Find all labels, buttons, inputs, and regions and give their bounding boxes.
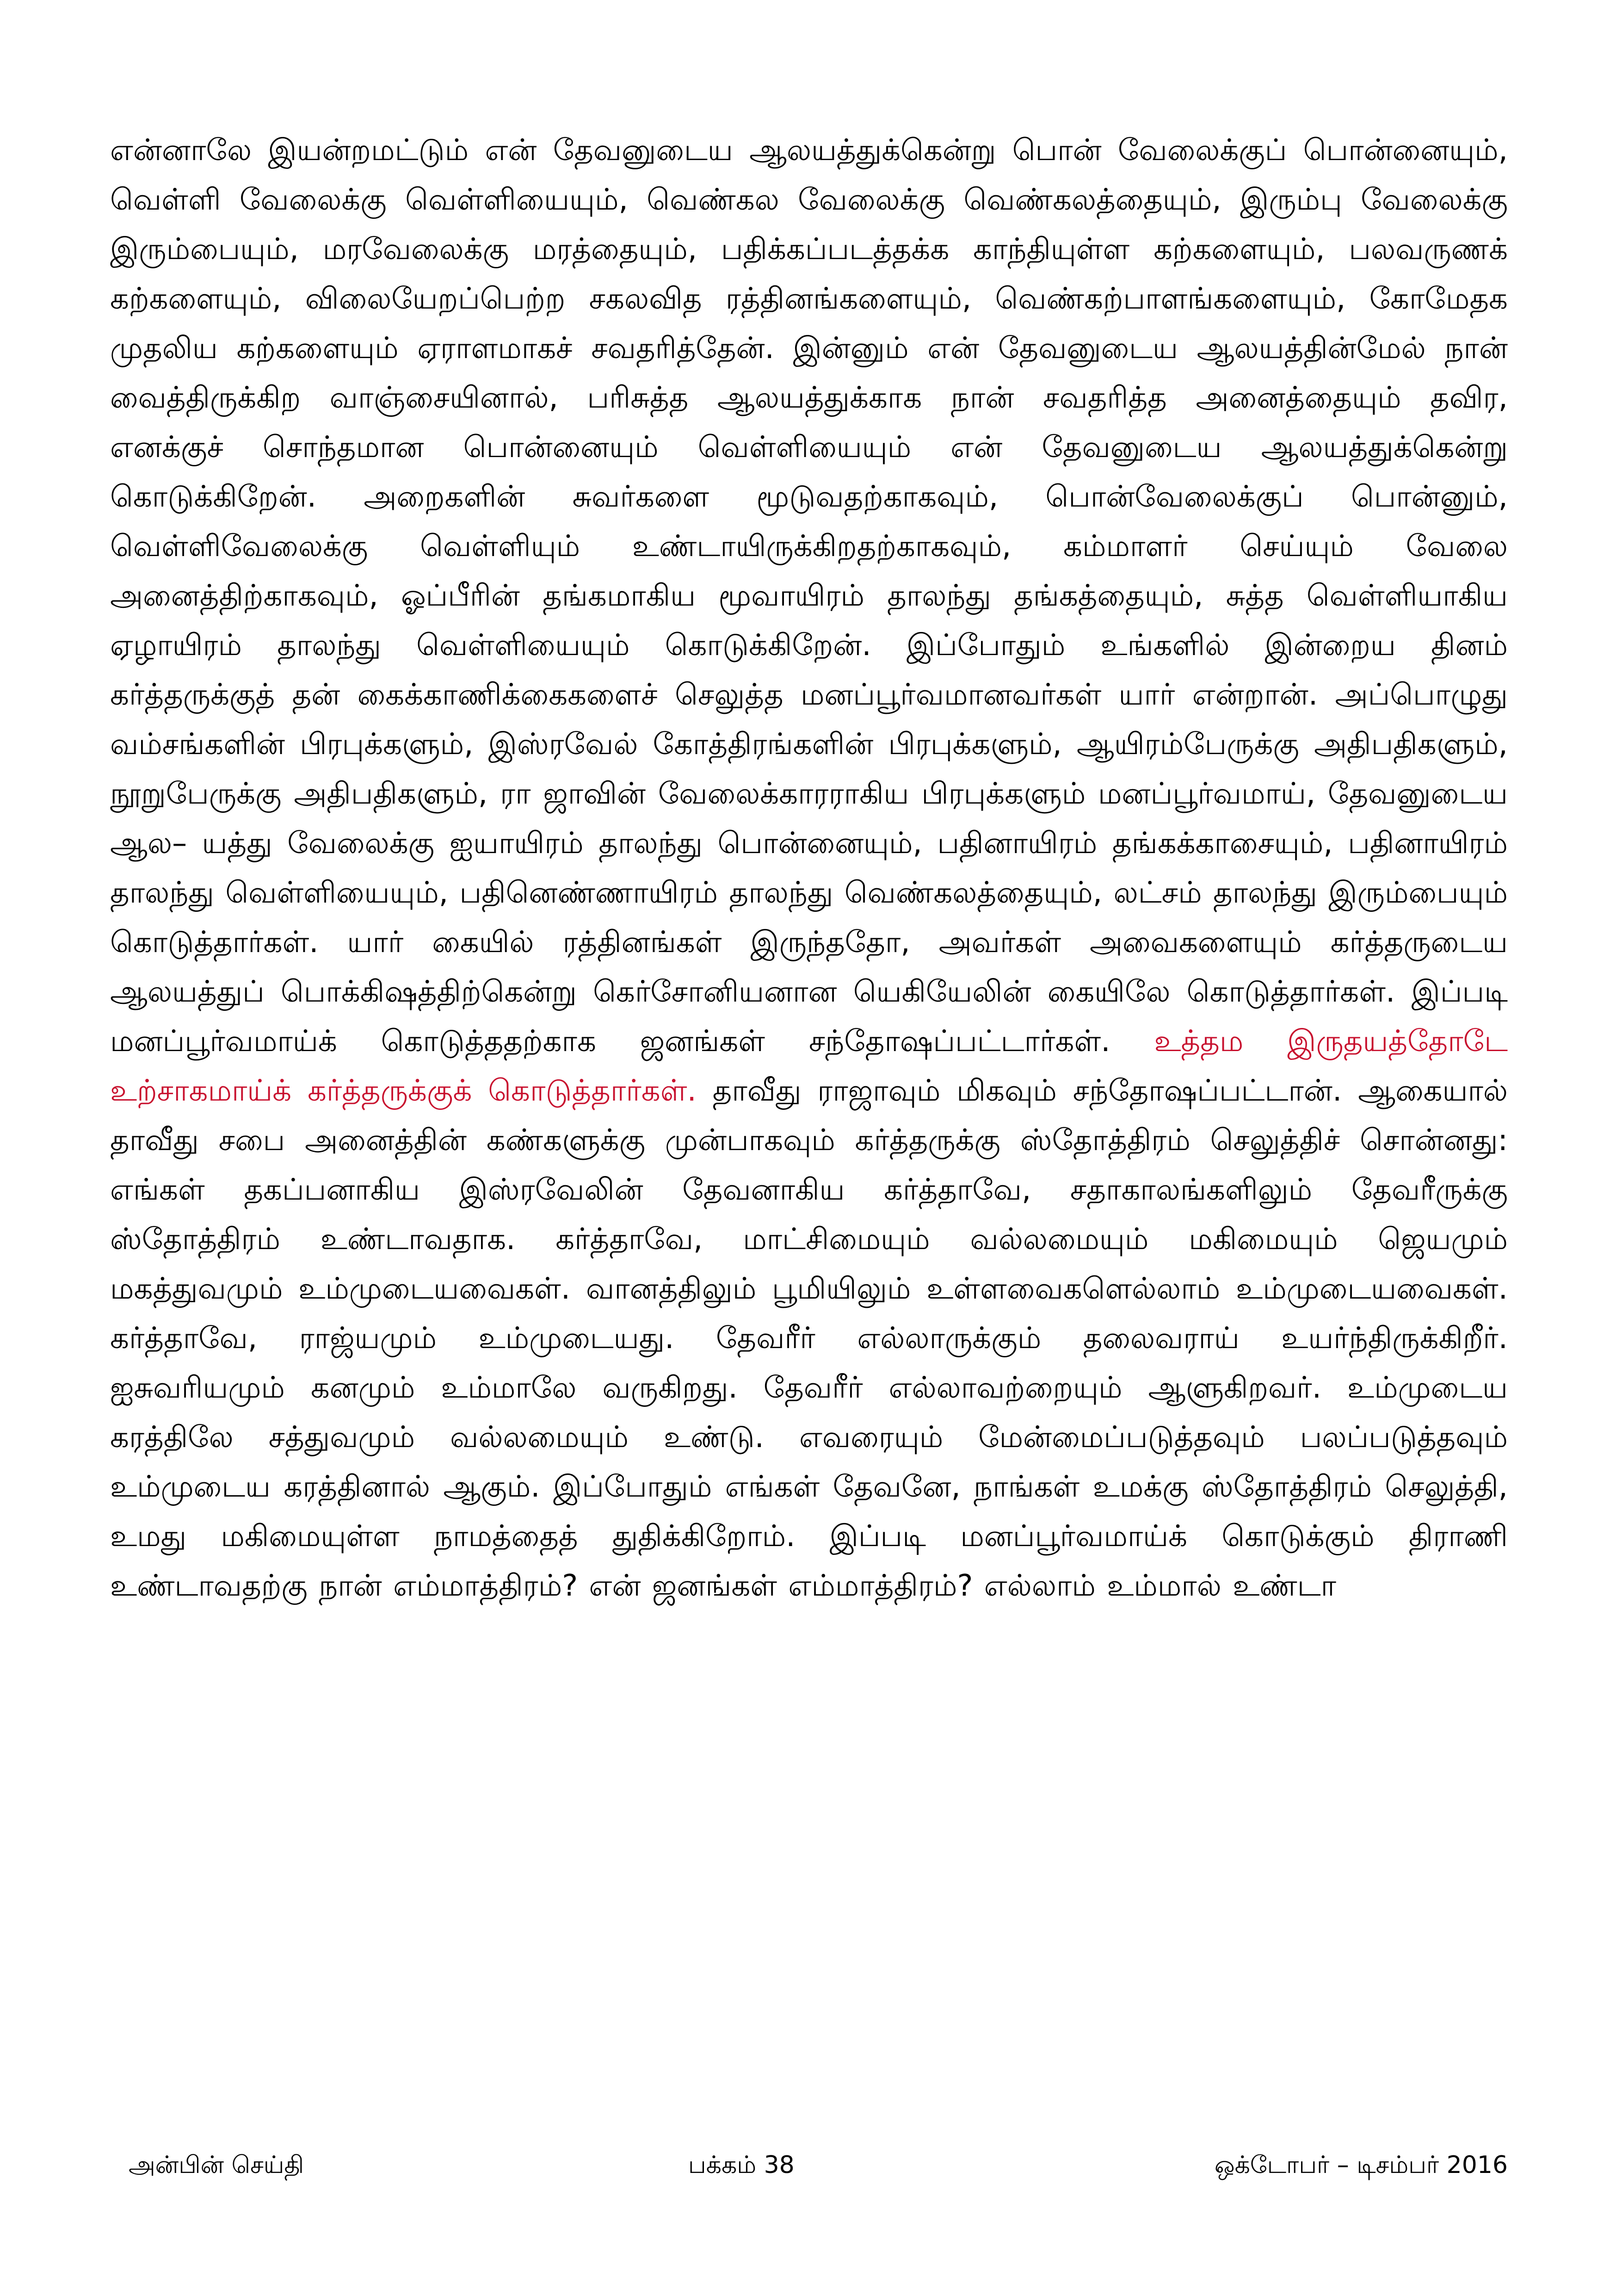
page-footer [110,2147,1508,2184]
footer-publication-title: அன்பின் செய்தி [129,2151,304,2179]
footer-page-number: பக்கம் 38 [688,2151,795,2179]
body-text [110,126,1508,1611]
footer-issue-date: ஒக்டோபர் – டிசம்பர் 2016 [1215,2151,1508,2179]
highlighted-verse: உத்தம இருதயத்தோடே உற்சாகமாய்க் கர்த்தருக்குக் கொடுத்தார்கள். [110,1024,1508,1108]
body-text-after: தாவீது ராஜாவும் மிகவும் சந்தோஷப்பட்டான். ஆகையால் தாவீது சபை அனைத்தின் கண்களுக்கு முன்பாகவும் கர்த்தருக்கு ஸ்தோத்திரம் செலுத்திச் சொன்னது: எங்கள் தகப்பனாகிய இஸ்ரவேலின் தேவனாகிய கர்த்தாவே, சதாகாலங்களிலும் தேவரீருக்கு ஸ்தோத்திரம் உண்டாவதாக. கர்த்தாவே, மாட்சிமையும் வல்லமையும் மகிமையும் ஜெயமும் மகத்துவமும் உம்முடையவைகள். வானத்திலும் பூமியிலும் உள்ளவைகளெல்லாம் உம்முடையவைகள். கர்த்தாவே, ராஜ்யமும் உம்முடையது. தேவரீர் எல்லாருக்கும் தலைவராய் உயர்ந்திருக்கிறீர். ஐசுவரியமும் கனமும் உம்மாலே வருகிறது. தேவரீர் எல்லாவற்றையும் ஆளுகிறவர். உம்முடைய கரத்திலே சத்துவமும் வல்லமையும் உண்டு. எவரையும் மேன்மைப்படுத்தவும் பலப்படுத்தவும் உம்முடைய கரத்தினால் ஆகும். இப்போதும் எங்கள் தேவனே, நாங்கள் உமக்கு ஸ்தோத்திரம் செலுத்தி, உமது மகிமையுள்ள நாமத்தைத் துதிக்கிறோம். இப்படி மனப்பூர்வமாய்க் கொடுக்கும் திராணி உண்டாவதற்கு நான் எம்மாத்திரம்? என் ஜனங்கள் எம்மாத்திரம்? எல்லாம் உம்மால் உண்டா [110,1074,1508,1603]
body-text-before: என்னாலே இயன்றமட்டும் என் தேவனுடைய ஆலயத்துக்கென்று பொன் வேலைக்குப் பொன்னையும், வெள்ளி வேலைக்கு வெள்ளியையும், வெண்கல வேலைக்கு வெண்கலத்தையும், இரும்பு வேலைக்கு இரும்பையும், மரவேலைக்கு மரத்தையும், பதிக்கப்படத்தக்க காந்தியுள்ள கற்களையும், பலவருணக் கற்களையும், விலையேறப்பெற்ற சகலவித ரத்தினங்களையும், வெண்கற்பாளங்களையும், கோமேதக முதலிய கற்களையும் ஏராளமாகச் சவதரித்தேன். இன்னும் என் தேவனுடைய ஆலயத்தின்மேல் நான் வைத்திருக்கிற வாஞ்சையினால், பரிசுத்த ஆலயத்துக்காக நான் சவதரித்த அனைத்தையும் தவிர, எனக்குச் சொந்தமான பொன்னையும் வெள்ளியையும் என் தேவனுடைய ஆலயத்துக்கென்று கொடுக்கிறேன். அறைகளின் சுவர்களை மூடுவதற்காகவும், பொன்வேலைக்குப் பொன்னும், வெள்ளிவேலைக்கு வெள்ளியும் உண்டாயிருக்கிறதற்காகவும், கம்மாளர் செய்யும் வேலை அனைத்திற்காகவும், ஓப்பீரின் தங்கமாகிய மூவாயிரம் தாலந்து தங்கத்தையும், சுத்த வெள்ளியாகிய ஏழாயிரம் தாலந்து வெள்ளியையும் கொடுக்கிறேன். இப்போதும் உங்களில் இன்றைய தினம் கர்த்தருக்குத் தன் கைக்காணிக்கைகளைச் செலுத்த மனப்பூர்வமானவர்கள் யார் என்றான். அப்பொழுது வம்சங்களின் பிரபுக்களும், இஸ்ரவேல் கோத்திரங்களின் பிரபுக்களும், ஆயிரம்பேருக்கு அதிபதிகளும், நூறுபேருக்கு அதிபதிகளும், ரா ஜாவின் வேலைக்காரராகிய பிரபுக்களும் மனப்பூர்வமாய், தேவனுடைய ஆல– யத்து வேலைக்கு ஐயாயிரம் தாலந்து பொன்னையும், பதினாயிரம் தங்கக்காசையும், பதினாயிரம் தாலந்து வெள்ளியையும், பதினெண்ணாயிரம் தாலந்து வெண்கலத்தையும், லட்சம் தாலந்து இரும்பையும் கொடுத்தார்கள். யார் கையில் ரத்தினங்கள் இருந்ததோ, அவர்கள் அவைகளையும் கர்த்தருடைய ஆலயத்துப் பொக்கிஷத்திற்கென்று கெர்சோனியனான யெகியேலின் கையிலே கொடுத்தார்கள். இப்படி மனப்பூர்வமாய்க் கொடுத்ததற்காக ஜனங்கள் சந்தோஷப்பட்டார்கள். [110,133,1508,1058]
